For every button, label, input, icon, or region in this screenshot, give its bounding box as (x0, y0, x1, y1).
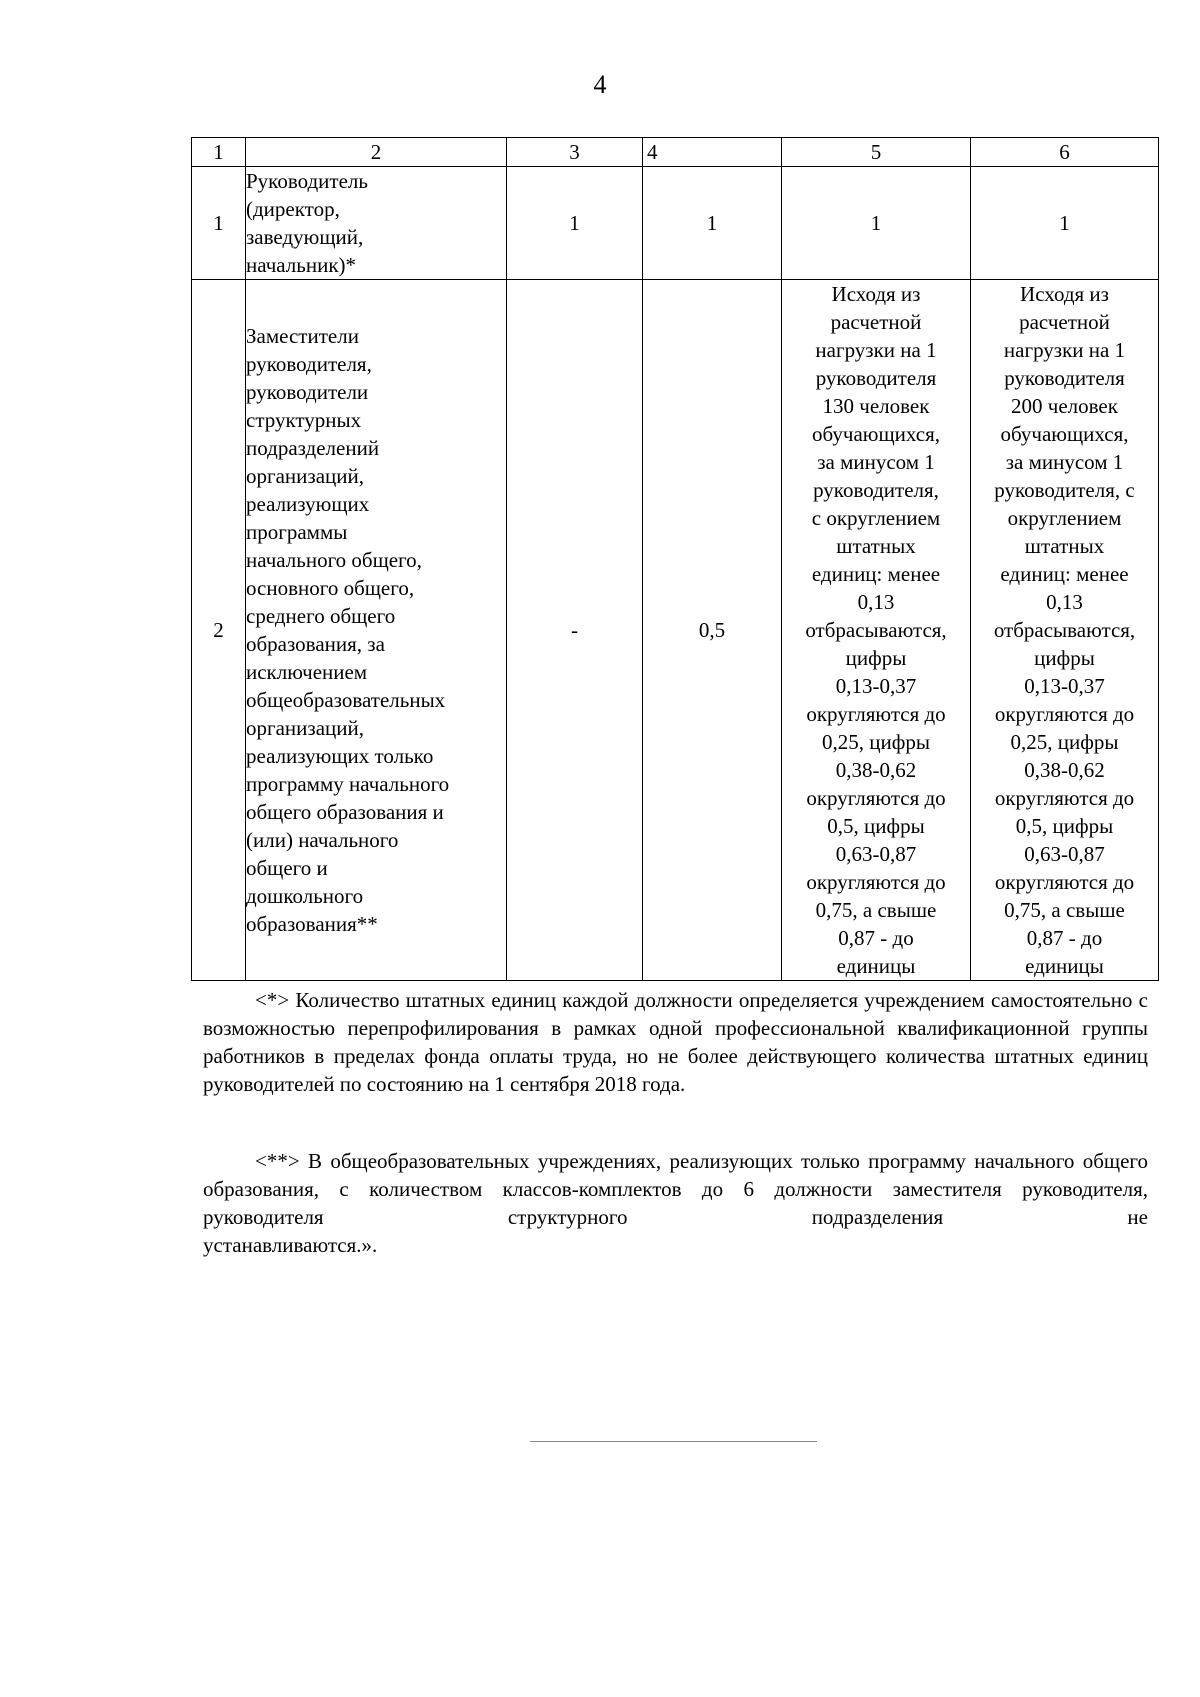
row-number: 1 (192, 167, 246, 280)
header-cell: 5 (782, 138, 971, 167)
header-cell: 3 (507, 138, 643, 167)
table-header-row (192, 138, 1159, 167)
table-cell: 1 (643, 167, 782, 280)
table-row (192, 167, 1159, 280)
end-rule (530, 1441, 817, 1442)
footnote-second (203, 1147, 1148, 1259)
table-cell: 1 (782, 167, 971, 280)
position-name: Руководитель (директор, заведующий, начальник)* (246, 167, 507, 280)
calculation-rule-cell: Исходя из расчетной нагрузки на 1 руководителя 200 человек обучающихся, за минусом 1 руководителя, с округлением штатных единиц: менее 0,13 отбрасываются, цифры 0,13-0,37 округляются до 0,25, цифры 0,38-0,62 округляются до 0,5, цифры 0,63-0,87 округляются до 0,75, а свыше 0,87 - до единицы (971, 280, 1159, 981)
table-cell: 1 (971, 167, 1159, 280)
header-cell: 1 (192, 138, 246, 167)
row-number: 2 (192, 280, 246, 981)
table-cell: 1 (507, 167, 643, 280)
table-cell: - (507, 280, 643, 981)
footnote-first: <*> Количество штатных единиц каждой должности определяется учреждением самостоятельно с возможностью перепрофилирования в рамках одной профессиональной квалификационной группы работников в пределах фонда оплаты труда, но не более действующего количества штатных единиц руководителей по состоянию на 1 сентября 2018 года. (203, 988, 1148, 1096)
table-cell: 0,5 (643, 280, 782, 981)
page-number: 4 (593, 70, 607, 99)
calculation-rule-cell: Исходя из расчетной нагрузки на 1 руководителя 130 человек обучающихся, за минусом 1 руководителя, с округлением штатных единиц: менее 0,13 отбрасываются, цифры 0,13-0,37 округляются до 0,25, цифры 0,38-0,62 округляются до 0,5, цифры 0,63-0,87 округляются до 0,75, а свыше 0,87 - до единицы (782, 280, 971, 981)
header-cell: 2 (246, 138, 507, 167)
footnote-second-end: устанавливаются.». (203, 1233, 378, 1257)
header-cell: 4 (643, 138, 782, 167)
table-row (192, 280, 1159, 981)
footnote-second-text: <**> В общеобразовательных учреждениях, реализующих только программу начального общего образования, с количеством классов-комплектов до 6 должности заместителя руководителя, руководителя структурного подразделения не (203, 1149, 1148, 1229)
header-cell: 6 (971, 138, 1159, 167)
position-name: Заместители руководителя, руководители структурных подразделений организаций, реализующих программы начального общего, основного общего, среднего общего образования, за исключением общеобразовательных организаций, реализующих только программу начального общего образования и (или) начального общего и дошкольного образования** (246, 280, 507, 981)
staffing-table (191, 137, 1159, 981)
